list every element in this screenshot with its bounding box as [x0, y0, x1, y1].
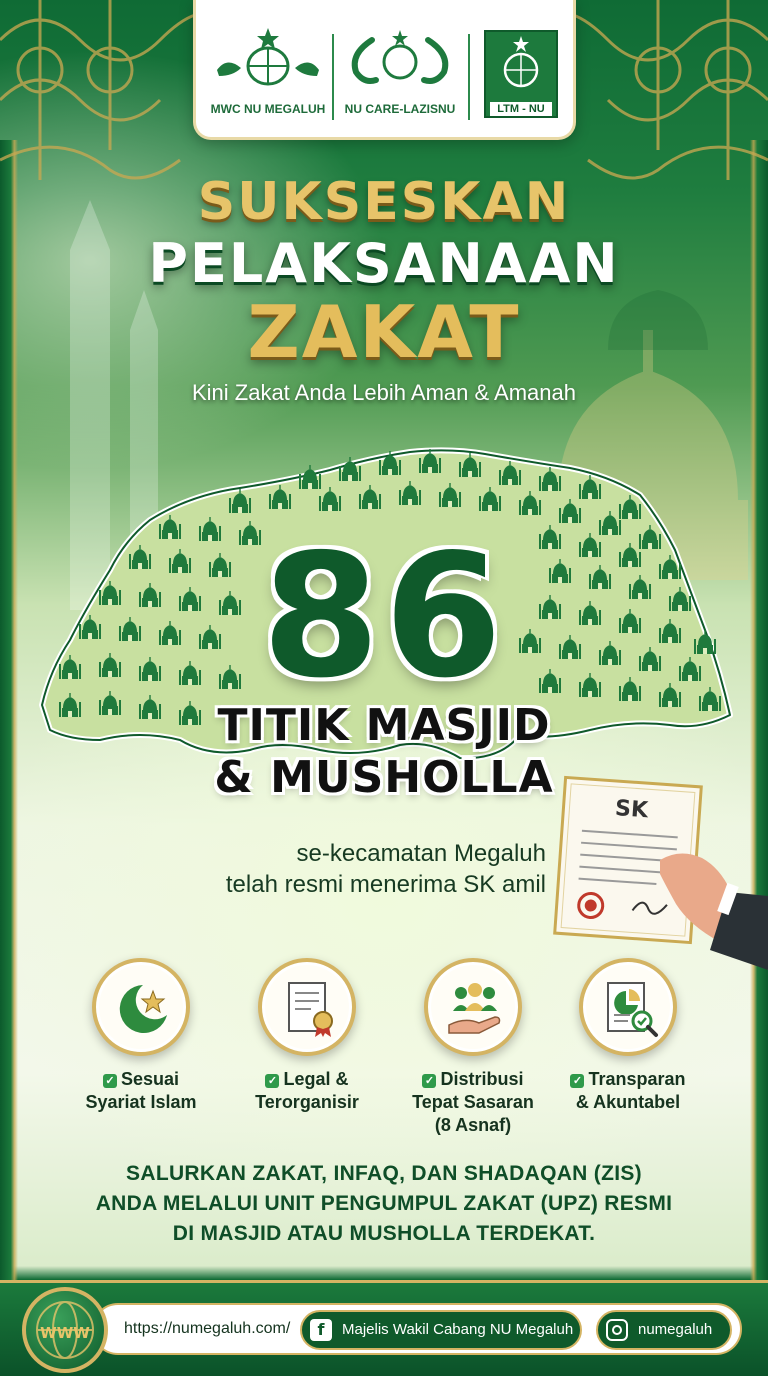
check-icon: ✓ — [570, 1074, 584, 1088]
cta-line1: SALURKAN ZAKAT, INFAQ, DAN SHADAQAN (ZIS) — [126, 1162, 642, 1185]
logo-divider — [468, 34, 470, 120]
mwc-nu-logo — [204, 26, 332, 126]
sk-title: SK — [614, 796, 649, 824]
report-magnifier-icon — [600, 979, 660, 1039]
feature-distribusi — [393, 958, 553, 1137]
cta-line2: ANDA MELALUI UNIT PENGUMPUL ZAKAT (UPZ) RESMI — [95, 1192, 673, 1215]
tagline: Kini Zakat Anda Lebih Aman & Amanah — [191, 380, 577, 405]
nu-care-icon — [342, 26, 458, 92]
feature-legal — [227, 958, 387, 1114]
ltm-caption: LTM - NU — [490, 102, 552, 116]
ltm-nu-logo — [478, 26, 568, 126]
mwc-caption: MWC NU MEGALUH — [210, 102, 326, 116]
people-hand-icon — [445, 979, 505, 1039]
contact-bar — [92, 1303, 742, 1355]
mosque-count: 86 — [261, 518, 507, 716]
headline-line2: PELAKSANAAN — [148, 232, 620, 295]
crescent-star-icon — [113, 979, 173, 1039]
feature-label: ✓ Distribusi Tepat Sasaran (8 Asnaf) — [412, 1069, 534, 1135]
facebook-label: Majelis Wakil Cabang NU Megaluh — [342, 1321, 574, 1338]
stat-description-line1: se-kecamatan Megaluh — [296, 840, 546, 867]
feature-icon-frame — [424, 958, 522, 1056]
instagram-link[interactable] — [596, 1310, 732, 1350]
facebook-link[interactable] — [300, 1310, 582, 1350]
nu-care-logo — [336, 26, 464, 126]
feature-icon-frame — [258, 958, 356, 1056]
stat-title-line1: TITIK MASJID — [217, 700, 551, 751]
feature-transparan — [548, 958, 708, 1114]
nu-care-caption: NU CARE-LAZISNU — [344, 102, 456, 116]
feature-label: ✓ Sesuai Syariat Islam — [85, 1069, 197, 1112]
ltm-emblem — [484, 30, 558, 118]
stat-title-line2: & MUSHOLLA — [214, 752, 554, 803]
nu-globe-icon — [213, 26, 323, 92]
check-icon: ✓ — [103, 1074, 117, 1088]
feature-icon-frame — [92, 958, 190, 1056]
ltm-globe-icon — [486, 32, 556, 96]
feature-label: ✓ Legal & Terorganisir — [255, 1069, 359, 1112]
globe-www-icon — [22, 1287, 108, 1373]
lattice-ornament-right — [548, 0, 768, 200]
check-icon: ✓ — [422, 1074, 436, 1088]
facebook-icon: f — [310, 1319, 332, 1341]
footer — [0, 1280, 768, 1376]
stat-description-line2: telah resmi menerima SK amil — [225, 871, 546, 898]
check-icon: ✓ — [265, 1074, 279, 1088]
headline-line3: ZAKAT — [247, 290, 521, 374]
instagram-icon — [606, 1319, 628, 1341]
feature-syariat — [61, 958, 221, 1114]
logo-divider — [332, 34, 334, 120]
logo-header — [193, 0, 576, 140]
feature-label: ✓ Transparan & Akuntabel — [548, 1068, 708, 1114]
www-label: WWW — [40, 1324, 90, 1342]
hand-holding-document — [650, 830, 768, 970]
feature-icon-frame — [579, 958, 677, 1056]
instagram-label: numegaluh — [638, 1321, 713, 1338]
website-link[interactable]: https://numegaluh.com/ — [124, 1320, 291, 1337]
cta-line3: DI MASJID ATAU MUSHOLLA TERDEKAT. — [172, 1222, 596, 1245]
certificate-icon — [279, 979, 339, 1039]
headline-line1: SUKSESKAN — [197, 172, 571, 232]
lattice-ornament-left — [0, 0, 220, 200]
